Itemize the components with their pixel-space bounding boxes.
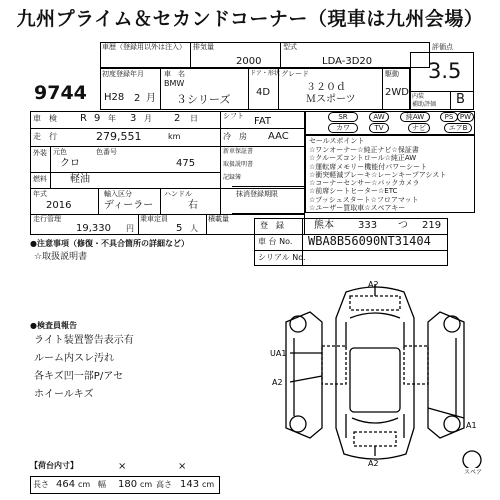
equip-navi: ナビ: [408, 123, 430, 133]
registration-number: 219: [422, 220, 442, 231]
list-item: ホイールキズ: [34, 389, 94, 400]
inspection-month-unit: 月: [144, 114, 152, 123]
first-reg-label: 初度登録年月: [102, 70, 144, 78]
equip-tv: TV: [369, 123, 389, 133]
grade-label: グレード: [281, 70, 309, 78]
notes-title: ●注意事項（修復・不具合箇所の詳細など）: [30, 239, 189, 248]
diagram-label-ua1: UA1: [270, 349, 287, 358]
inspection-label: 車 検: [33, 114, 57, 123]
manual-label: 取扱説明書: [223, 161, 254, 168]
list-item: ☆クルーズコントロール☆純正AW: [309, 154, 417, 163]
list-item: ☆前席シートヒーター☆ETC: [309, 187, 398, 196]
list-item: ルーム内スレ汚れ: [34, 353, 114, 364]
chassis-label: 車 台 No.: [258, 237, 293, 246]
record-book-label: 記録簿: [223, 174, 242, 181]
cargo-width-unit: cm: [140, 480, 153, 489]
displacement-label: 排気量: [193, 43, 214, 51]
page-title: 九州プライム＆セカンドコーナー（現車は九州会場）: [16, 8, 484, 30]
doors: 4D: [256, 87, 271, 98]
model-code-label: 型式: [283, 43, 297, 51]
color-value: クロ: [60, 158, 80, 169]
make: BMW: [164, 79, 185, 88]
list-item: ☆ユーザー買取車☆スペアキー: [309, 204, 406, 213]
model: ３シリーズ: [176, 93, 231, 106]
warranty-label: 新車保証書: [223, 148, 254, 155]
inspection-day-unit: 日: [190, 114, 198, 123]
color-number-label: 色番号: [96, 148, 117, 156]
capacity-value: 5: [176, 223, 183, 234]
registration-region: 熊本: [314, 220, 334, 231]
inspector-list: [34, 332, 134, 404]
shift-value: FAT: [254, 116, 272, 127]
notes-line: ☆取扱説明書: [34, 252, 88, 262]
interior-value: B: [456, 92, 465, 107]
registration-class: 333: [358, 220, 378, 231]
sales-points-title: セールスポイント: [309, 137, 365, 145]
cargo-height: 143: [180, 479, 200, 490]
equip-leather: カワ: [328, 123, 358, 133]
grade-line-2: Ｍスポーツ: [306, 94, 356, 105]
interior-label: 内装 補助評価: [412, 93, 437, 108]
score-label: 評価点: [432, 43, 453, 51]
registration-label: 登 録: [260, 221, 284, 230]
mileage-unit: km: [168, 132, 181, 141]
lot-number: 9744: [34, 82, 87, 104]
inspection-month: 3: [130, 113, 137, 124]
cargo-title: 【荷台内寸】: [30, 461, 78, 470]
first-reg-year: H28: [104, 92, 125, 103]
diagram-label-a2-top: A2: [368, 280, 379, 289]
mileage-value: 279,551: [96, 130, 142, 143]
shift-label: シフト: [223, 112, 244, 120]
cargo-length-label: 長さ: [33, 480, 49, 489]
color-code: 475: [176, 158, 196, 169]
list-item: ☆ワンオーナー☆純正ナビ☆保証書: [309, 146, 419, 154]
fuel-value: 軽油: [70, 174, 90, 185]
exterior-label: 外装: [33, 149, 47, 157]
diagram-label-a1: A1: [466, 421, 477, 430]
inspector-title: ●検査員報告: [30, 321, 77, 330]
capacity-label: 乗車定員: [140, 215, 168, 223]
displacement-value: 2000: [236, 56, 262, 67]
currency-unit: 円: [126, 224, 134, 233]
equip-aw: AW: [369, 112, 389, 122]
cargo-width: 180: [118, 479, 138, 490]
cargo-height-unit: cm: [202, 480, 215, 489]
chassis-number: WBA8B56090NT31404: [308, 234, 431, 248]
cargo-x-1: ×: [118, 461, 127, 472]
equip-genuine-aw: 純AW: [400, 112, 430, 122]
car-damage-diagram: [250, 278, 500, 468]
load-label: 積載量: [208, 215, 229, 223]
grade-line-1: ３２０ｄ: [306, 82, 346, 93]
list-item: ライト装置警告表示有: [34, 335, 134, 346]
equip-ps: PS: [440, 112, 458, 122]
history-label: 車歴（登録用以外は注入）: [102, 43, 186, 51]
equip-sr: SR: [328, 112, 358, 122]
mileage-mgmt-value: 19,330: [76, 223, 111, 234]
sales-points-list: [309, 146, 446, 212]
first-reg-month: 2: [134, 93, 141, 104]
list-item: ☆プッシュスタート☆フロアマット: [309, 195, 419, 204]
mileage-mgmt-label: 走行管理: [33, 215, 61, 223]
year-label: 年式: [33, 190, 47, 198]
list-item: ☆コーナーセンサー☆バックカメラ: [309, 179, 420, 188]
year-value: 2016: [46, 200, 72, 211]
list-item: ☆衝突軽減ブレーキ☆レーンキープアシスト: [309, 170, 447, 179]
drive-label: 駆動: [385, 70, 399, 78]
cargo-x-2: ×: [178, 461, 187, 472]
fuel-label: 燃料: [33, 175, 47, 183]
inspection-year: 9: [94, 113, 101, 124]
equip-airbag: エアB: [444, 123, 472, 133]
cargo-width-label: 幅: [98, 480, 106, 489]
score-value: 3.5: [428, 59, 462, 83]
cargo-height-label: 高さ: [156, 480, 172, 489]
reg-deadline-label: 抹消登録期限: [236, 190, 278, 198]
equip-pw: PW: [457, 112, 474, 122]
spare-label: スペア: [464, 469, 483, 476]
ac-label: 冷 房: [223, 132, 247, 141]
list-item: ☆運転席メモリー機能付パワーシート: [309, 162, 428, 171]
model-code-value: LDA-3D20: [322, 56, 373, 67]
serial-label: シリアル No.: [258, 253, 306, 262]
mileage-label: 走 行: [33, 132, 57, 141]
inspection-era: R: [80, 113, 87, 124]
cargo-length: 464: [56, 479, 76, 490]
import-label: 輸入区分: [104, 190, 132, 198]
car-name-label: 車 名: [164, 70, 185, 78]
diagram-label-a2-bottom: A2: [368, 459, 379, 468]
registration-kana: つ: [398, 220, 408, 231]
first-reg-month-unit: 月: [146, 93, 156, 104]
ac-value: AAC: [268, 131, 289, 142]
inspection-day: 2: [174, 113, 181, 124]
inspection-year-unit: 年: [108, 114, 116, 123]
list-item: 各キズ凹一部P/アセ: [34, 371, 124, 382]
handle-value: 右: [188, 200, 198, 211]
import-value: ディーラー: [104, 200, 154, 211]
original-color-label: 元色: [53, 148, 67, 156]
doors-label: ドア・形状: [250, 70, 280, 77]
drive: 2WD: [385, 87, 409, 98]
capacity-unit: 人: [190, 224, 198, 233]
diagram-label-a2-left: A2: [272, 378, 283, 387]
cargo-length-unit: cm: [78, 480, 91, 489]
handle-label: ハンドル: [164, 190, 192, 198]
